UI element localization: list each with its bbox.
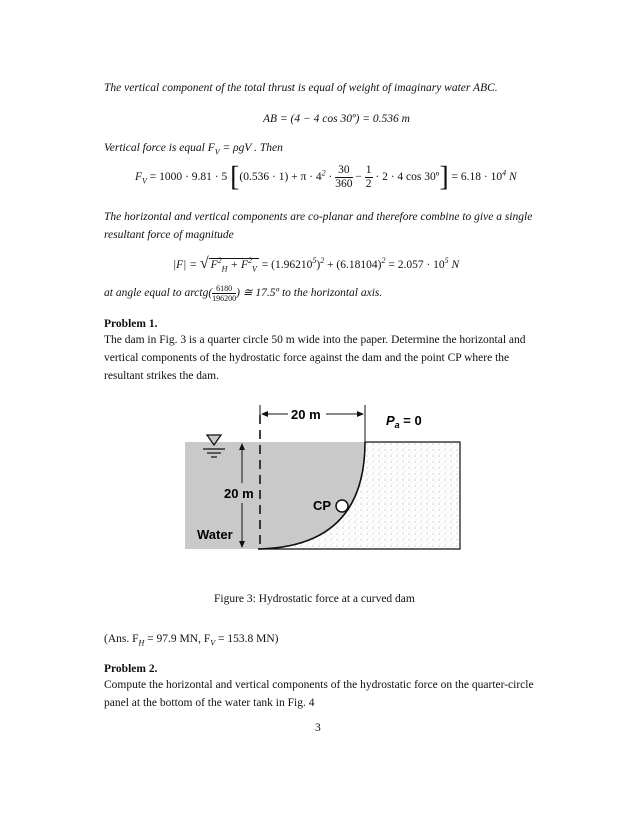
- angle-num: 6180: [212, 284, 236, 294]
- answer-sub1: H: [138, 638, 145, 648]
- equation-f: [173, 255, 459, 273]
- fv-lhs: F: [135, 171, 143, 184]
- rad-b-sup: 2: [248, 256, 252, 266]
- intro-text: The vertical component of the total thrust is equal of weight of imaginary water ABC.: [104, 82, 498, 94]
- vertical-force-text: [104, 139, 283, 161]
- angle-fraction: [212, 284, 236, 303]
- width-arrowhead-left: [261, 411, 268, 417]
- rad-a-sub: H: [221, 264, 228, 274]
- f-rhs3-sup: 2: [381, 256, 386, 266]
- f-rhs1-sup: 5: [312, 256, 317, 266]
- problem2-heading: Problem 2.: [104, 663, 158, 675]
- fv-dot: ·: [325, 171, 336, 184]
- frac1-den: 360: [335, 178, 353, 190]
- vertical-force-label: Vertical force is equal F: [104, 142, 215, 154]
- cp-point: [336, 500, 348, 512]
- rad-a-sup: 2: [217, 256, 222, 266]
- f-rhs1: = (1.96210: [258, 259, 313, 271]
- angle-pre: at angle equal to arctg(: [104, 287, 213, 300]
- width-arrowhead-right: [357, 411, 364, 417]
- pa-label: $P_a = 0$: [386, 413, 422, 430]
- fv-inner1-sup: 2: [321, 168, 326, 178]
- open-bracket: [: [230, 161, 240, 193]
- page-number: 3: [315, 722, 321, 734]
- f-rhs3: + (6.18104): [324, 259, 382, 271]
- height-label: 20 m: [224, 486, 254, 501]
- fv-eq1: = 1000 · 9.81 · 5: [146, 171, 228, 184]
- fraction-30-360: [335, 164, 352, 191]
- f-rhs4: = 2.057 · 10: [385, 259, 445, 271]
- fv-rhs: = 6.18 · 10: [448, 171, 503, 184]
- f-rhs4-sup: 5: [444, 256, 449, 266]
- frac2-den: 2: [365, 178, 372, 190]
- angle-post: ) ≅ 17.5º to the horizontal axis.: [236, 287, 383, 300]
- f-rhs2-sup: 2: [320, 256, 325, 266]
- width-label: 20 m: [291, 407, 321, 422]
- f-unit: N: [448, 259, 460, 271]
- rad-a: F: [210, 259, 218, 271]
- close-bracket: ]: [439, 161, 449, 193]
- f-rhs2: ): [316, 259, 321, 271]
- fv-minus: −: [352, 171, 365, 184]
- fv-unit: N: [506, 171, 517, 184]
- equation-fv: [135, 161, 517, 193]
- angle-den: 196200: [212, 294, 237, 303]
- vertical-force-tail: = ρgV . Then: [219, 142, 283, 154]
- cp-label: CP: [313, 498, 332, 513]
- fv-lhs-sub: V: [142, 176, 147, 186]
- answer-post: = 153.8 MN): [215, 633, 279, 645]
- radicand: [209, 256, 259, 274]
- fv-inner1: (0.536 · 1) + π · 4: [239, 171, 322, 184]
- frac1-num: 30: [335, 164, 352, 178]
- problem1-heading: Problem 1.: [104, 318, 158, 330]
- combine-text: The horizontal and vertical components are co-planar and therefore combine to give a single resultant force of magnitude: [104, 211, 533, 241]
- fraction-1-2: [365, 164, 373, 191]
- problem1-body: The dam in Fig. 3 is a quarter circle 50 m wide into the paper. Determine the horizontal and vertical components of the hydrostatic force against the dam and the point CP where the resultant strikes the dam.: [104, 334, 526, 382]
- answer-mid: = 97.9 MN, F: [144, 633, 211, 645]
- answer-text: [104, 630, 278, 652]
- figure-caption: Figure 3: Hydrostatic force at a curved dam: [214, 593, 415, 605]
- vertical-force-sub: V: [214, 147, 220, 157]
- fv-inner2: · 2 · 4 cos 30º: [372, 171, 440, 184]
- answer-sub2: V: [210, 638, 216, 648]
- water-label: Water: [197, 527, 233, 542]
- f-lhs: |F| =: [173, 259, 200, 271]
- dam-figure: [180, 395, 462, 555]
- problem2-body: Compute the horizontal and vertical components of the hydrostatic force on the quarter-circle panel at the bottom of the water tank in Fig. 4: [104, 679, 534, 709]
- angle-text: [104, 284, 382, 303]
- fv-rhs-sup: 4: [502, 168, 507, 178]
- equation-ab: AB = (4 − 4 cos 30º) = 0.536 m: [263, 113, 410, 125]
- answer-pre: (Ans. F: [104, 633, 139, 645]
- rad-plus: + F: [227, 259, 248, 271]
- rad-b-sub: V: [252, 264, 257, 274]
- frac2-num: 1: [365, 164, 372, 176]
- sqrt-sign: √: [199, 255, 209, 272]
